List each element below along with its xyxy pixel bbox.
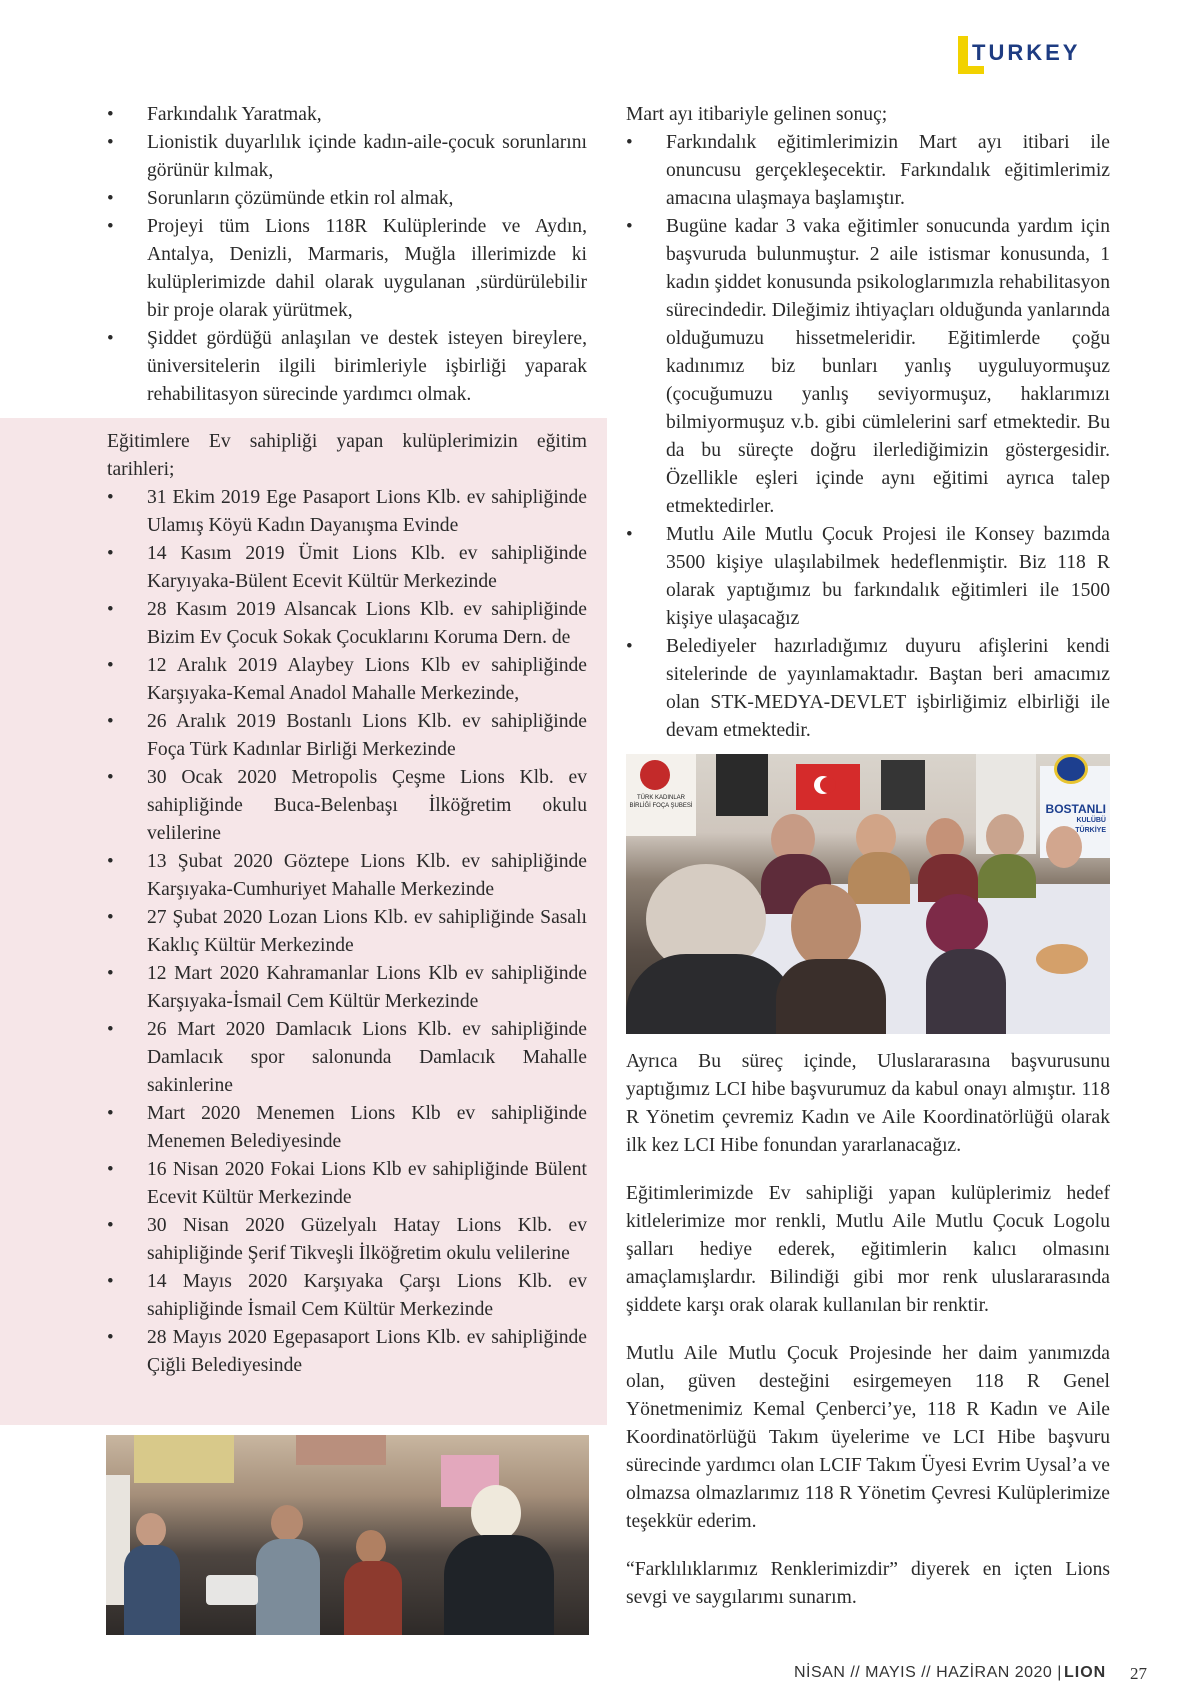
person [626,954,796,1034]
person [986,814,1024,858]
issue-label: NİSAN // MAYIS // HAZİRAN 2020 | [794,1664,1062,1681]
schedule-item: • 14 Kasım 2019 Ümit Lions Klb. ev sahipliğinde Karyıyaka-Bülent Ecevit Kültür Merkezinde [107,540,587,596]
brand-word: TURKEY [972,40,1081,65]
schedule-item: • 27 Şubat 2020 Lozan Lions Klb. ev sahipliğinde Sasalı Kaklıç Kültür Merkezinde [107,904,587,960]
list-item: • Farkındalık Yaratmak, [107,101,587,129]
paragraph: Eğitimlerimizde Ev sahipliği yapan kulüplerimiz hedef kitlelerimize mor renkli, Mutlu Aile Mutlu Çocuk Logolu şalları hediye ederek, eğitimlerin kalıcı olmasını amaçlamışlardır. Bilindiği gibi mor renk uluslararasında şiddete karşı orak olarak kullanılan bir renktir. [626,1183,1110,1316]
schedule-item: • 31 Ekim 2019 Ege Pasaport Lions Klb. ev sahipliğinde Ulamış Köyü Kadın Dayanışma Evinde [107,484,587,540]
list-item: • Lionistik duyarlılık içinde kadın-aile-çocuk sorunlarını görünür kılmak, [107,129,587,185]
paragraph: Ayrıca Bu süreç içinde, Uluslararasına başvurusunu yaptığımız LCI hibe başvurumuz da kabul onayı almıştır. 118 R Yönetim çevremiz Kadın ve Aile Koordinatörlüğü olarak ilk kez LCI Hibe fonundan yararlanacağız. [626,1051,1110,1156]
portrait-frame [716,754,768,816]
results-item: • Farkındalık eğitimlerimizin Mart ayı itibari ile onuncusu gerçekleşecektir. Farkındalık eğitimlerimiz amacına ulaşmaya başlamıştır. [626,129,1110,213]
schedule-item: • 14 Mayıs 2020 Karşıyaka Çarşı Lions Klb. ev sahipliğinde İsmail Cem Kültür Merkezinde [107,1268,587,1324]
presenter [444,1535,554,1635]
paragraph: Mutlu Aile Mutlu Çocuk Projesinde her daim yanımızda olan, güven desteğini esirgemeyen 118 R Genel Yönetmenimiz Kemal Çenberci’ye, 118 R Kadın ve Aile Koordinatörlüğü Takım üyelerime ve LCI Hibe başvuru sürecinde yardımcı olan LCIF Takım Üyesi Evrim Uysal’a ve olmazsa olmazlarımız 118 R Yönetim Çevresi Kulüplerimize teşekkür ederim. [626,1343,1110,1532]
schedule-item: • 30 Ocak 2020 Metropolis Çeşme Lions Klb. ev sahipliğinde Buca-Belenbaşı İlköğretim okulu velilerine [107,764,587,848]
portrait-frame [881,760,925,810]
emblem-icon [640,760,670,790]
results-intro: Mart ayı itibariyle gelinen sonuç; [626,104,888,125]
classroom-photo [106,1435,589,1635]
lions-logo-icon [1054,754,1088,784]
poster-board [296,1435,386,1465]
person [1046,826,1082,868]
paragraph: “Farklılıklarımız Renklerimizdir” diyerek en içten Lions sevgi ve saygılarımı sunarım. [626,1559,1110,1608]
right-results [626,101,1110,745]
schedule-intro: Eğitimlere Ev sahipliği yapan kulüplerimizin eğitim tarihleri; [107,431,587,480]
page-footer [794,1664,1154,1692]
schedule-item: • 30 Nisan 2020 Güzelyalı Hatay Lions Klb. ev sahipliğinde Şerif Tikveşli İlköğretim okulu velilerine [107,1212,587,1268]
schedule-item: • 12 Aralık 2019 Alaybey Lions Klb ev sahipliğinde Karşıyaka-Kemal Anadol Mahalle Merkezinde, [107,652,587,708]
page-number: 27 [1130,1664,1147,1683]
poster-board [134,1435,234,1483]
meeting-photo [626,754,1110,1034]
list-item: • Projeyi tüm Lions 118R Kulüplerinde ve Aydın, Antalya, Denizli, Marmaris, Muğla illerimizde ki kulüplerimizde dahil olarak uygulanan ,sürdürülebilir bir proje olarak yürütmek, [107,213,587,325]
person [791,884,861,968]
person [271,1505,303,1541]
schedule-item: • 26 Mart 2020 Damlacık Lions Klb. ev sahipliğinde Damlacık spor salonunda Damlacık Mahalle sakinlerine [107,1016,587,1100]
right-paragraphs [626,1048,1110,1632]
list-item: • Sorunların çözümünde etkin rol almak, [107,185,587,213]
person [256,1539,320,1635]
banner-right-title: BOSTANLI [1045,802,1106,816]
person [356,1530,386,1564]
results-item: • Mutlu Aile Mutlu Çocuk Projesi ile Konsey bazımda 3500 kişiye ulaşılabilmek hedeflenmiştir. Biz 118 R olarak yaptığımız bu farkındalık eğitimleri ile 1500 kişiye ulaşacağız [626,521,1110,633]
person [344,1561,402,1635]
schedule-item: • 12 Mart 2020 Kahramanlar Lions Klb ev sahipliğinde Karşıyaka-İsmail Cem Kültür Merkezinde [107,960,587,1016]
banner-right-sub: TÜRKİYE [1075,827,1106,834]
banner-left-text: TÜRK KADINLAR BİRLİĞİ FOÇA ŞUBESİ [629,795,693,809]
schedule-item: • 28 Kasım 2019 Alsancak Lions Klb. ev sahipliğinde Bizim Ev Çocuk Sokak Çocuklarını Koruma Dern. de [107,596,587,652]
schedule-item: • 16 Nisan 2020 Fokai Lions Klb ev sahipliğinde Bülent Ecevit Kültür Merkezinde [107,1156,587,1212]
schedule-item: • 28 Mayıs 2020 Egepasaport Lions Klb. ev sahipliğinde Çiğli Belediyesinde [107,1324,587,1380]
schedule-item: • 26 Aralık 2019 Bostanlı Lions Klb. ev sahipliğinde Foça Türk Kadınlar Birliği Merkezinde [107,708,587,764]
banner-right-sub: KULÜBÜ [1076,817,1106,824]
results-item: • Bugüne kadar 3 vaka eğitimler sonucunda yardım için başvuruda bulunmuştur. 2 aile istismar konusunda, 1 kadın şiddet konusunda psikologlarımızla rehabilitasyon sürecindedir. Dileğimiz ihtiyaçları olduğunda yanlarında olduğumuzu hissetmeleridir. Eğitimlerde çoğu kadınımız biz bunları yanlış uyguluyormuşuz (çocuğumuzu yanlış seviyormuşuz, haklarımızı bilmiyormuşuz v.b. gibi cümlelerini sarf etmektedir. Bu da bu süreçte doğru ilerlediğimizin göstergesidir. Özellikle eşleri içinde aynı eğitimi ayrıca talep etmektedirler. [626,213,1110,521]
schedule-list [107,428,587,1380]
person [926,894,988,954]
magazine-name: LION [1064,1664,1107,1681]
person [978,854,1036,898]
left-intro-list [107,101,587,409]
list-item: • Şiddet gördüğü anlaşılan ve destek isteyen bireylere, üniversitelerin ilgili birimleriyle işbirliği yaparak rehabilitasyon sürecinde yardımcı olmak. [107,325,587,409]
projector [206,1575,258,1605]
presenter [471,1485,521,1541]
brand-mark-foot [958,66,984,74]
results-item: • Belediyeler hazırladığımız duyuru afişlerini kendi sitelerinde de yayınlamaktadır. Baştan beri amacımız olan STK-MEDYA-DEVLET işbirliğimiz elbirliği ile devam etmektedir. [626,633,1110,745]
person [124,1545,180,1635]
schedule-item: • Mart 2020 Menemen Lions Klb ev sahipliğinde Menemen Belediyesinde [107,1100,587,1156]
brand-logo [958,36,1108,76]
person [136,1513,166,1547]
person [848,852,910,904]
person [776,959,886,1034]
plate [1036,944,1088,974]
person [926,949,1006,1034]
flag-crescent-cut [820,777,836,793]
schedule-item: • 13 Şubat 2020 Göztepe Lions Klb. ev sahipliğinde Karşıyaka-Cumhuriyet Mahalle Merkezinde [107,848,587,904]
